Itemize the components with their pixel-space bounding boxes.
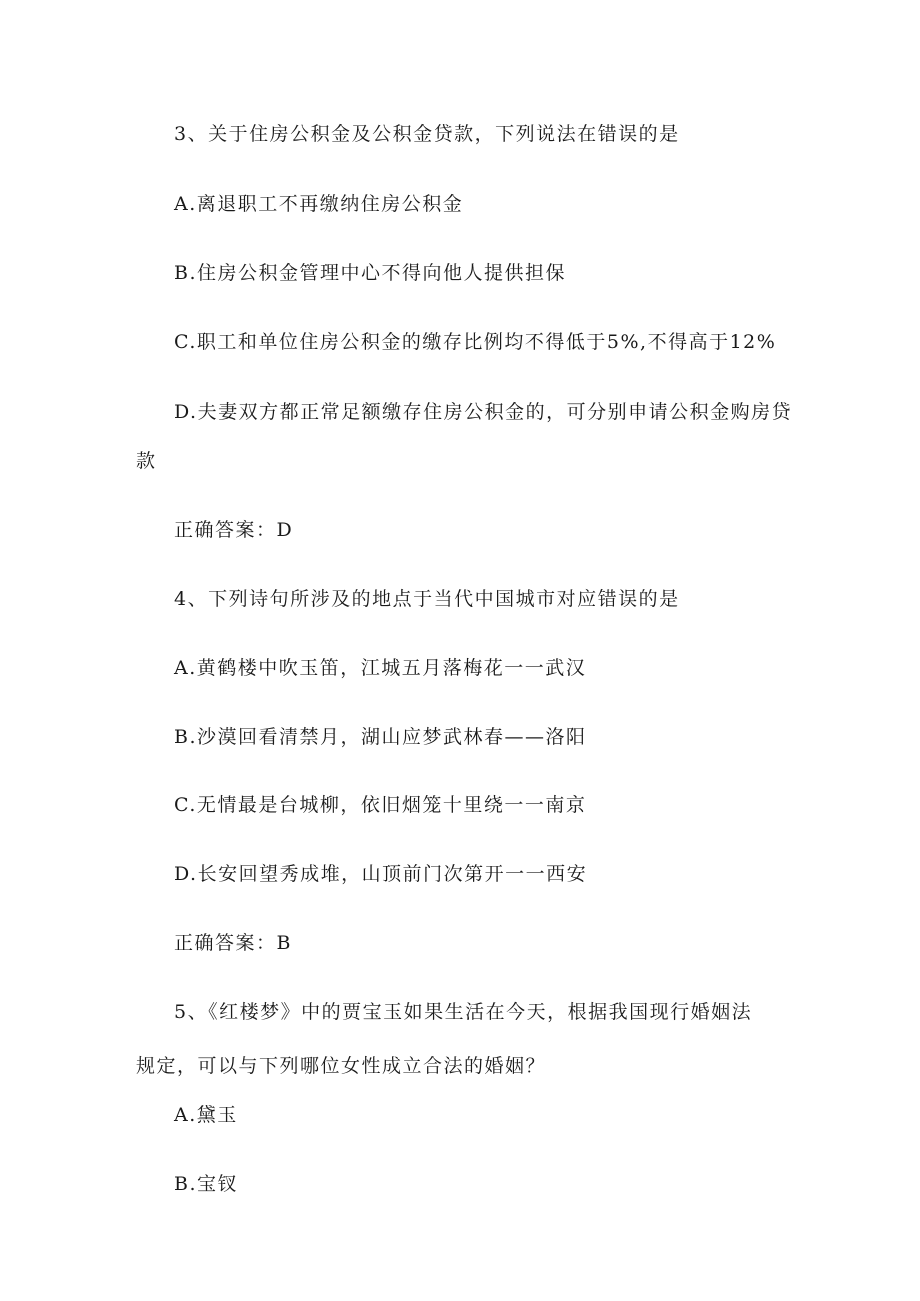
question-4-option-a: A.黄鹤楼中吹玉笛，江城五月落梅花一一武汉 xyxy=(174,657,587,679)
question-3-option-d-continued: 款 xyxy=(136,450,157,472)
question-4-answer: 正确答案：B xyxy=(174,932,292,954)
question-3-answer: 正确答案：D xyxy=(174,519,294,541)
question-5-option-b: B.宝钗 xyxy=(174,1173,239,1195)
question-3-option-b: B.住房公积金管理中心不得向他人提供担保 xyxy=(174,262,567,284)
question-3-option-a: A.离退职工不再缴纳住房公积金 xyxy=(174,193,464,215)
question-5-stem: 5、《红楼梦》中的贾宝玉如果生活在今天，根据我国现行婚姻法 xyxy=(174,1001,753,1023)
question-4-option-c: C.无情最是台城柳，依旧烟笼十里绕一一南京 xyxy=(174,794,587,816)
question-3-option-d: D.夫妻双方都正常足额缴存住房公积金的，可分别申请公积金购房贷 xyxy=(174,401,793,423)
question-4-stem: 4、下列诗句所涉及的地点于当代中国城市对应错误的是 xyxy=(174,588,680,610)
question-3-option-c: C.职工和单位住房公积金的缴存比例均不得低于5%,不得高于12% xyxy=(174,331,777,353)
question-4-option-b: B.沙漠回看清禁月，湖山应梦武林春——洛阳 xyxy=(174,726,587,748)
question-5-stem-continued: 规定，可以与下列哪位女性成立合法的婚姻？ xyxy=(136,1055,547,1077)
question-5-option-a: A.黛玉 xyxy=(174,1104,238,1126)
question-3-stem: 3、关于住房公积金及公积金贷款，下列说法在错误的是 xyxy=(174,123,680,145)
question-4-option-d: D.长安回望秀成堆，山顶前门次第开一一西安 xyxy=(174,863,588,885)
